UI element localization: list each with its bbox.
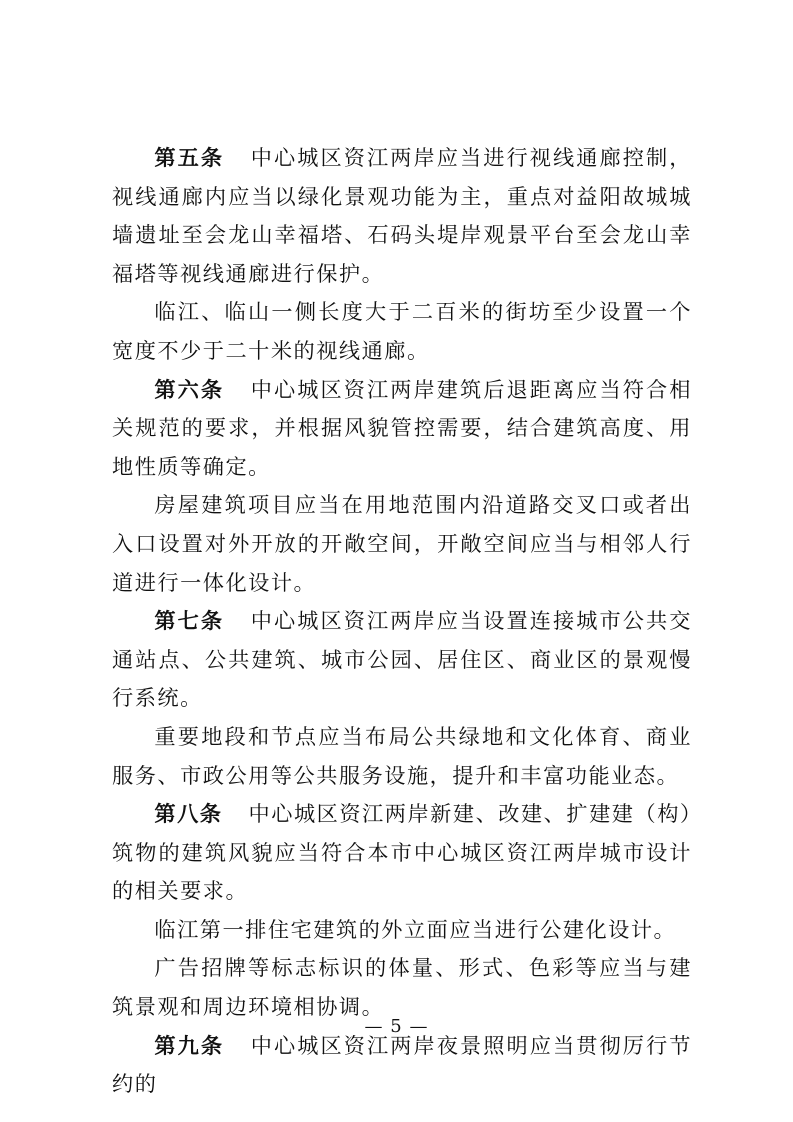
article-heading: 第九条: [154, 1032, 225, 1058]
article-heading: 第五条: [154, 145, 225, 170]
paragraph-text: 临江第一排住宅建筑的外立面应当进行公建化设计。: [154, 916, 677, 942]
paragraph-text: 中心城区资江两岸应当进行视线通廊控制，视线通廊内应当以绿化景观功能为主，重点对益阳故城城墙遗址至会龙山幸福塔、石码头堤岸观景平台至会龙山幸福塔等视线通廊进行保护。: [112, 145, 692, 286]
paragraph-article-5: [112, 139, 692, 293]
paragraph: [112, 911, 692, 950]
paragraph-text: 广告招牌等标志标识的体量、形式、色彩等应当与建筑景观和周边环境相协调。: [112, 955, 692, 1020]
article-heading: 第六条: [154, 376, 225, 402]
article-heading: 第七条: [154, 608, 225, 634]
paragraph-article-8: [112, 795, 692, 911]
paragraph: [112, 718, 692, 795]
paragraph-text: 中心城区资江两岸建筑后退距离应当符合相关规范的要求，并根据风貌管控需要，结合建筑高度、用地性质等确定。: [112, 376, 692, 479]
paragraph-text: 重要地段和节点应当布局公共绿地和文化体育、商业服务、市政公用等公共服务设施，提升和丰富功能业态。: [112, 723, 692, 788]
paragraph-text: 中心城区资江两岸夜景照明应当贯彻厉行节约的: [112, 1032, 692, 1097]
article-heading: 第八条: [154, 801, 223, 827]
paragraph-article-7: [112, 602, 692, 718]
paragraph-text: 中心城区资江两岸新建、改建、扩建建（构）筑物的建筑风貌应当符合本市中心城区资江两岸城市设计的相关要求。: [112, 801, 692, 904]
paragraph-text: 临江、临山一侧长度大于二百米的街坊至少设置一个宽度不少于二十米的视线通廊。: [112, 299, 692, 363]
document-body: [112, 139, 692, 1104]
paragraph: [112, 293, 692, 370]
paragraph: [112, 486, 692, 602]
paragraph-text: 中心城区资江两岸应当设置连接城市公共交通站点、公共建筑、城市公园、居住区、商业区的景观慢行系统。: [112, 608, 692, 711]
paragraph-text: 房屋建筑项目应当在用地范围内沿道路交叉口或者出入口设置对外开放的开敞空间，开敞空间应当与相邻人行道进行一体化设计。: [112, 492, 692, 595]
page-number: — 5 —: [364, 1016, 429, 1037]
paragraph-article-9: [112, 1027, 692, 1104]
paragraph-article-6: [112, 371, 692, 487]
